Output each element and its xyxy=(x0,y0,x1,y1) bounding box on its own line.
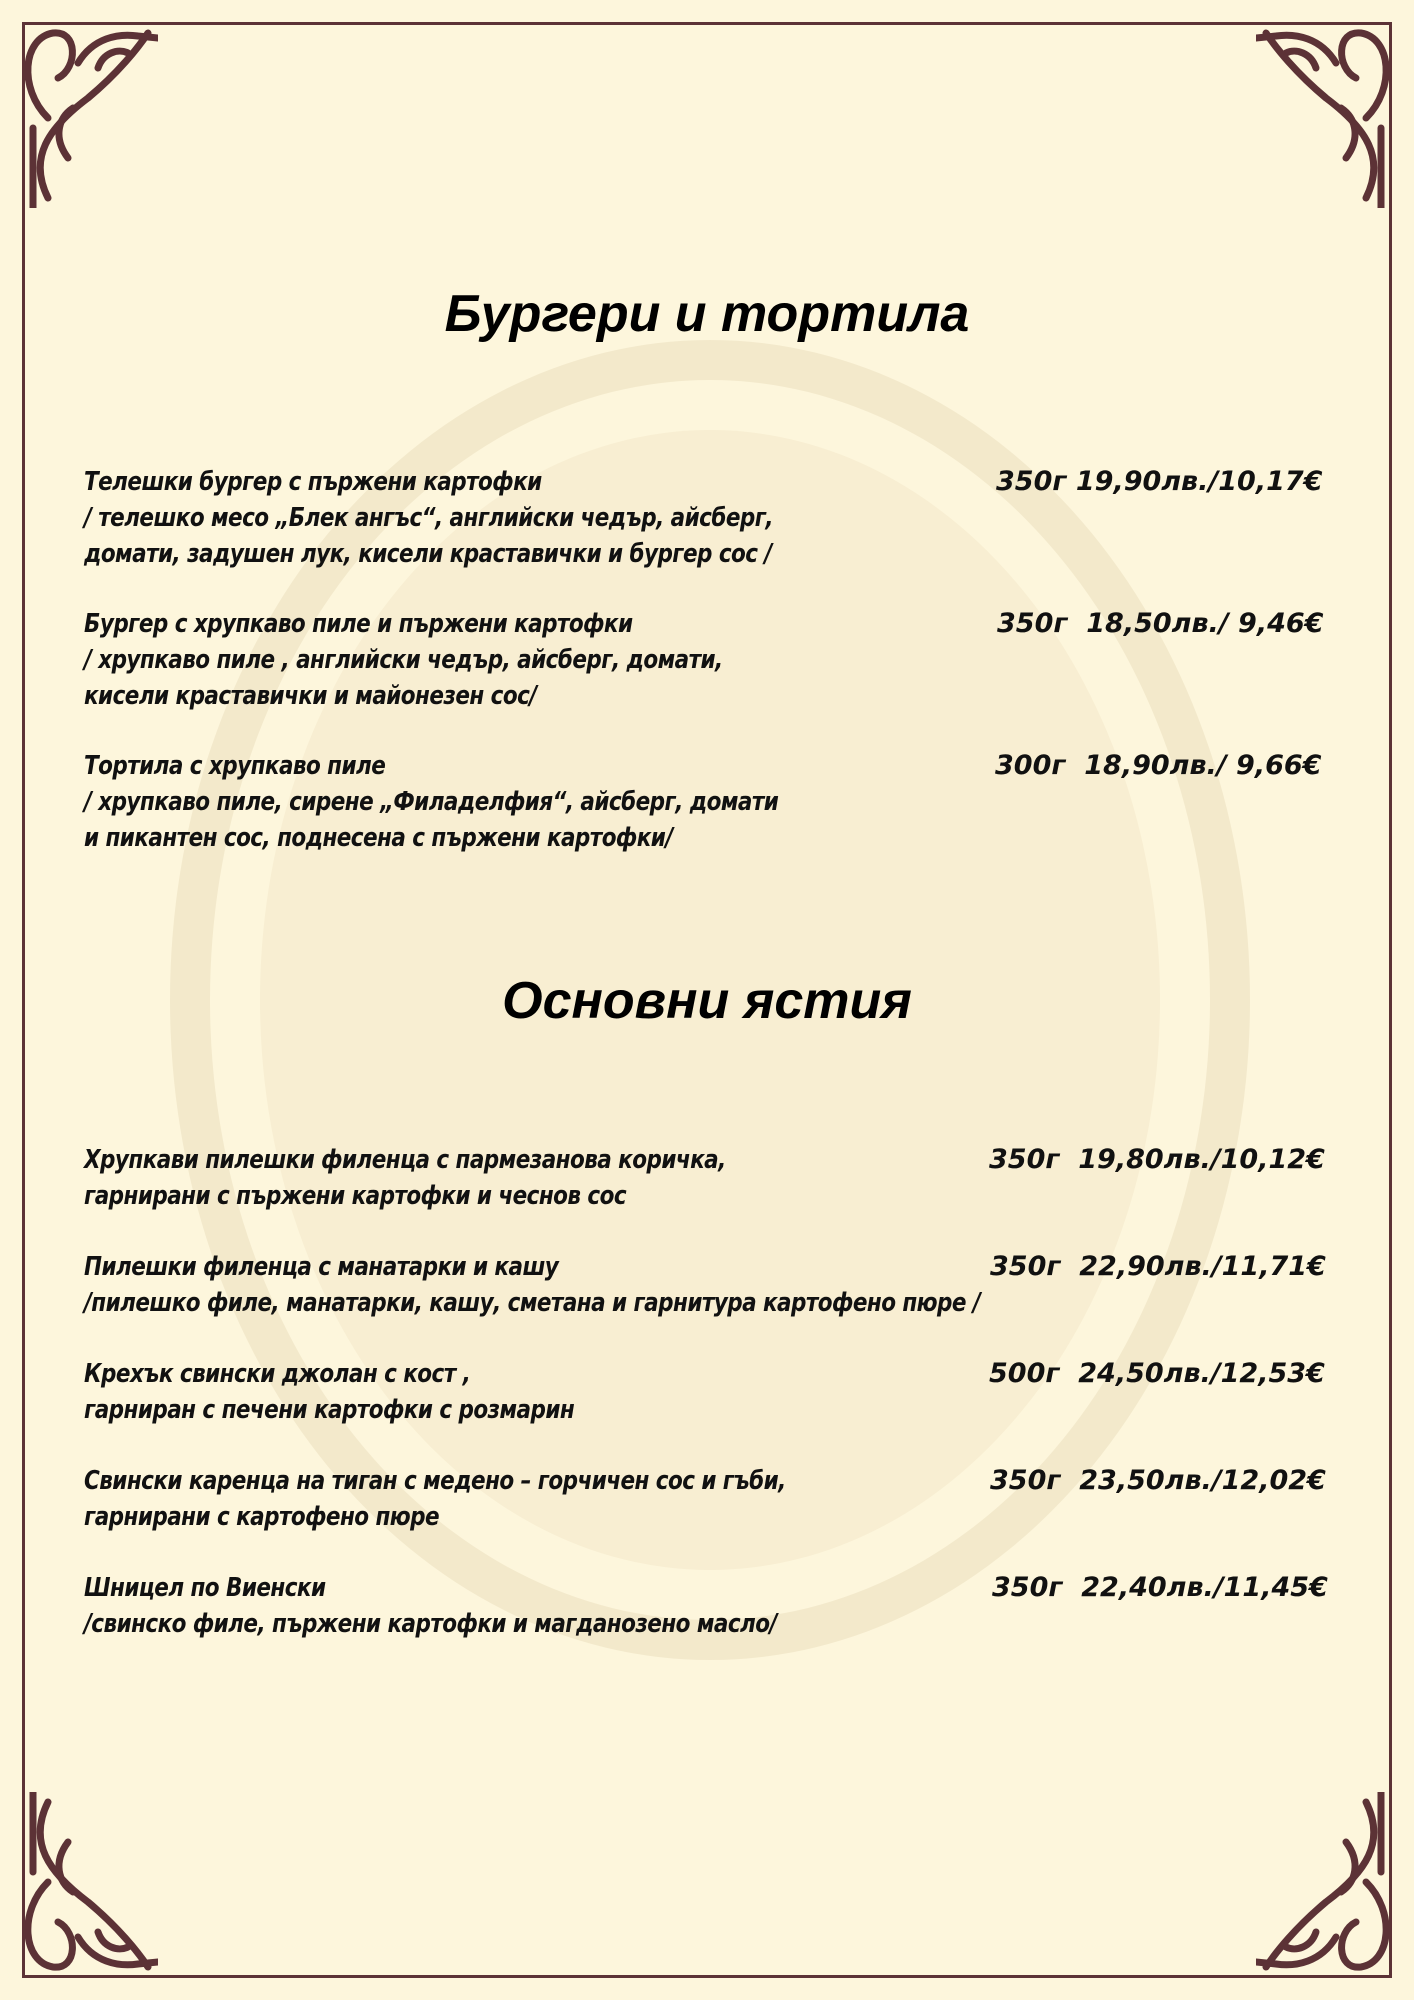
item-description: /свинско филе, пържени картофки и магданозено масло/ xyxy=(84,1609,777,1639)
item-name: Телешки бургер с пържени картофки xyxy=(84,467,542,497)
menu-item xyxy=(84,464,1334,572)
item-name: Хрупкави пилешки филенца с пармезанова коричка, xyxy=(84,1145,726,1175)
item-name: Шницел по Виенски xyxy=(84,1573,326,1603)
item-price: 350г 19,80лв./10,12€ xyxy=(989,1144,1325,1175)
item-price: 350г 19,90лв./10,17€ xyxy=(996,466,1323,497)
item-description: и пикантен сос, поднесена с пържени картофки/ xyxy=(84,823,673,853)
item-description: гарнирани с пържени картофки и чеснов сос xyxy=(84,1181,627,1211)
menu-item xyxy=(84,1249,1334,1321)
menu-item xyxy=(84,1142,1334,1214)
item-description: гарниран с печени картофки с розмарин xyxy=(84,1395,575,1425)
item-description: / телешко месо „Блек ангъс“, английски чедър, айсберг, xyxy=(84,503,774,533)
item-price: 350г 22,90лв./11,71€ xyxy=(990,1251,1326,1282)
item-price: 350г 22,40лв./11,45€ xyxy=(992,1572,1328,1603)
item-price: 350г 23,50лв./12,02€ xyxy=(990,1465,1326,1496)
menu-item xyxy=(84,1463,1334,1535)
menu-item xyxy=(84,606,1334,714)
item-name: Свински каренца на тиган с медено – горчичен сос и гъби, xyxy=(84,1466,786,1496)
item-description: / хрупкаво пиле , английски чедър, айсберг, домати, xyxy=(84,645,723,675)
corner-ornament-icon xyxy=(1256,1792,1406,1992)
menu-item xyxy=(84,1570,1334,1642)
item-name: Бургер с хрупкаво пиле и пържени картофки xyxy=(84,609,633,639)
item-name: Пилешки филенца с манатарки и кашу xyxy=(84,1252,559,1282)
item-description: домати, задушен лук, кисели краставички и бургер сос / xyxy=(84,539,772,569)
item-description: гарнирани с картофено пюре xyxy=(84,1502,440,1532)
section-title-main-dishes: Основни ястия xyxy=(502,972,912,1030)
menu-item xyxy=(84,748,1334,856)
corner-ornament-icon xyxy=(1256,8,1406,208)
item-description: кисели краставички и майонезен сос/ xyxy=(84,681,537,711)
section-title-burgers: Бургери и тортила xyxy=(444,285,970,343)
corner-ornament-icon xyxy=(8,8,158,208)
item-name: Крехък свински джолан с кост , xyxy=(84,1359,471,1389)
corner-ornament-icon xyxy=(8,1792,158,1992)
item-description: / хрупкаво пиле, сирене „Филаделфия“, айсберг, домати xyxy=(84,787,779,817)
item-description: /пилешко филе, манатарки, кашу, сметана и гарнитура картофено пюре / xyxy=(84,1288,981,1318)
item-price: 350г 18,50лв./ 9,46€ xyxy=(997,608,1324,639)
item-name: Тортила с хрупкаво пиле xyxy=(84,751,386,781)
item-price: 500г 24,50лв./12,53€ xyxy=(989,1358,1325,1389)
menu-item xyxy=(84,1356,1334,1428)
item-price: 300г 18,90лв./ 9,66€ xyxy=(995,750,1322,781)
